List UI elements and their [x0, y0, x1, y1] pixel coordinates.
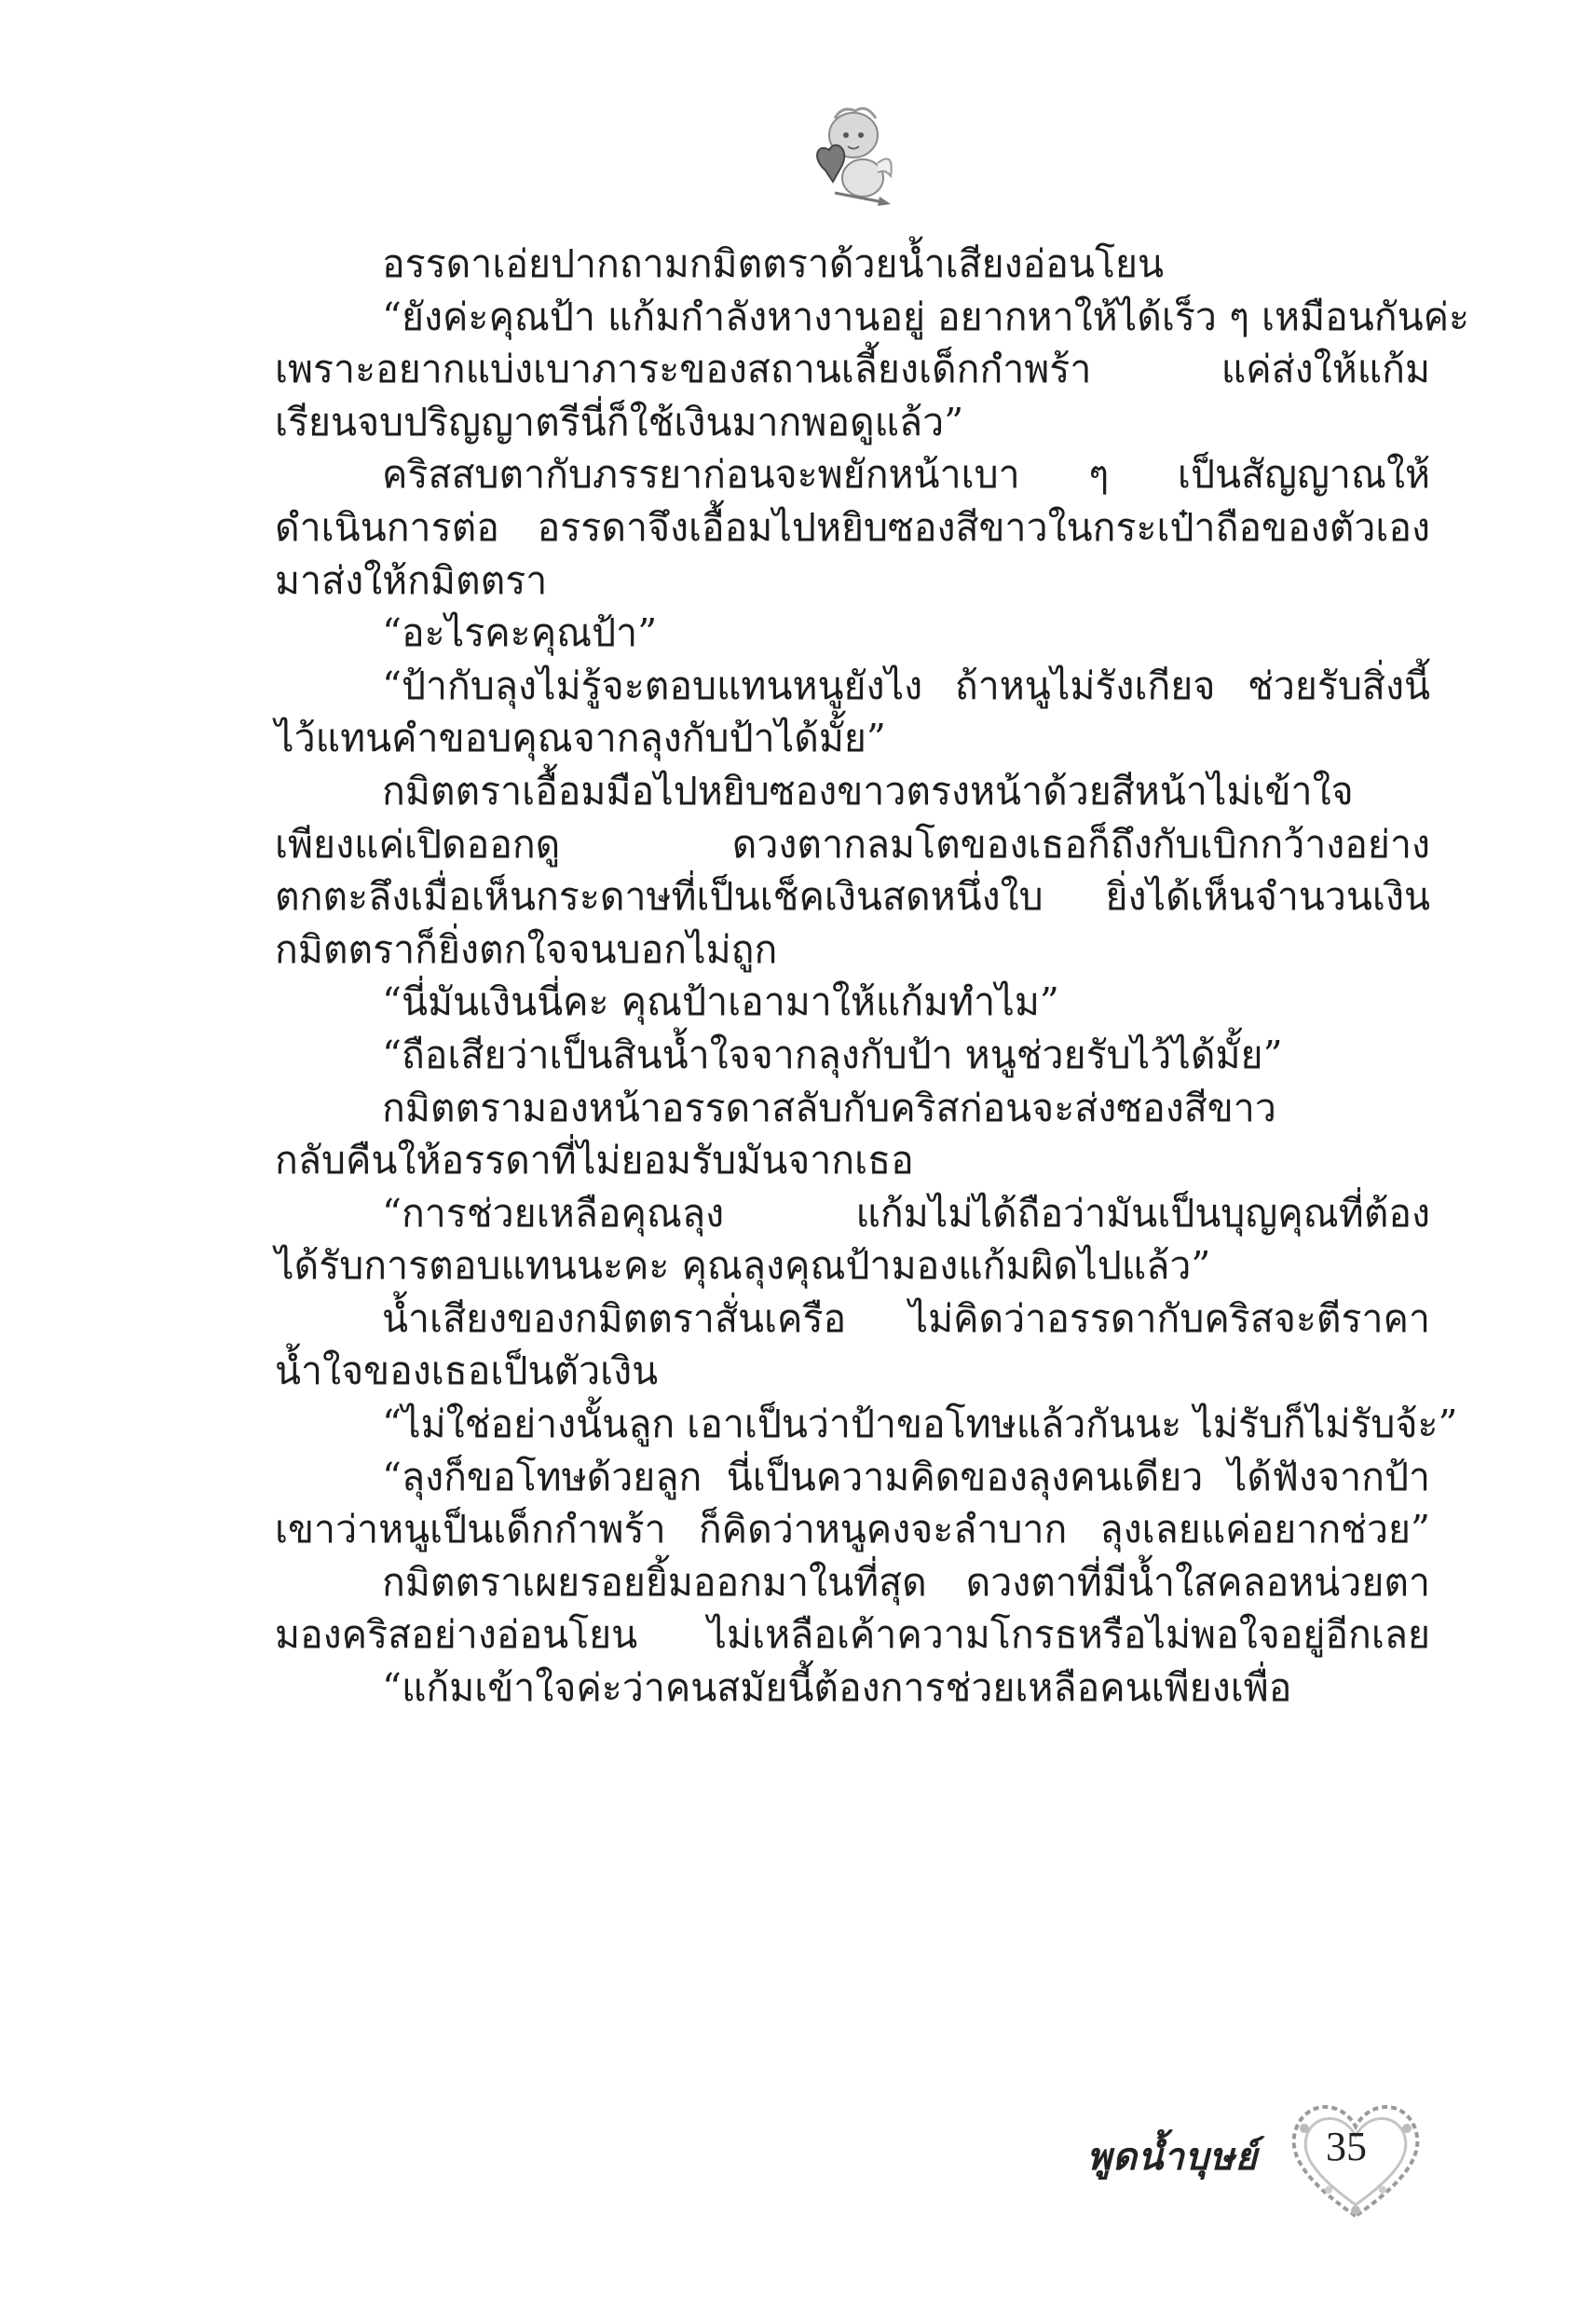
text-line: ตกตะลึงเมื่อเห็นกระดาษที่เป็นเช็คเงินสดหนึ่งใบ ยิ่งได้เห็นจำนวนเงิน: [275, 874, 1430, 920]
text-line: เรียนจบปริญญาตรีนี่ก็ใช้เงินมากพอดูแล้ว”: [275, 399, 964, 444]
page-footer: [1034, 2087, 1435, 2227]
text-line: “ยังค่ะคุณป้า แก้มกำลังหางานอยู่ อยากหาให้ได้เร็ว ๆ เหมือนกันค่ะ: [382, 294, 1470, 339]
text-line: “ลุงก็ขอโทษด้วยลูก นี่เป็นความคิดของลุงคนเดียว ได้ฟังจากป้า: [382, 1454, 1430, 1499]
text-line: กลับคืนให้อรรดาที่ไม่ยอมรับมันจากเธอ: [275, 1138, 914, 1183]
text-line: “แก้มเข้าใจค่ะว่าคนสมัยนี้ต้องการช่วยเหลือคนเพียงเพื่อ: [382, 1665, 1292, 1711]
text-line: เขาว่าหนูเป็นเด็กกำพร้า ก็คิดว่าหนูคงจะลำบาก ลุงเลยแค่อยากช่วย”: [275, 1507, 1430, 1552]
text-line: เพียงแค่เปิดออกดู ดวงตากลมโตของเธอก็ถึงกับเบิกกว้างอย่าง: [275, 821, 1430, 867]
text-line: กมิตตราก็ยิ่งตกใจจนบอกไม่ถูก: [275, 926, 778, 972]
text-line: “ถือเสียว่าเป็นสินน้ำใจจากลุงกับป้า หนูช่วยรับไว้ได้มั้ย”: [382, 1032, 1283, 1077]
book-title: พูดน้ำบุษย์: [1086, 2135, 1258, 2179]
text-line: “ไม่ใช่อย่างนั้นลูก เอาเป็นว่าป้าขอโทษแล้วกันนะ ไม่รับก็ไม่รับจ้ะ”: [382, 1402, 1458, 1447]
text-line: “ป้ากับลุงไม่รู้จะตอบแทนหนูยังไง ถ้าหนูไม่รังเกียจ ช่วยรับสิ่งนี้: [382, 663, 1430, 708]
cupid-ornament-icon: [798, 98, 900, 210]
text-line: ได้รับการตอบแทนนะคะ คุณลุงคุณป้ามองแก้มผิดไปแล้ว”: [275, 1243, 1211, 1289]
text-line: น้ำใจของเธอเป็นตัวเงิน: [275, 1348, 659, 1394]
text-line: คริสสบตากับภรรยาก่อนจะพยักหน้าเบา ๆ เป็นสัญญาณให้: [382, 452, 1430, 498]
text-line: กมิตตราเอื้อมมือไปหยิบซองขาวตรงหน้าด้วยสีหน้าไม่เข้าใจ: [382, 768, 1354, 814]
text-line: ดำเนินการต่อ อรรดาจึงเอื้อมไปหยิบซองสีขาวในกระเป๋าถือของตัวเอง: [275, 504, 1430, 550]
text-line: “อะไรคะคุณป้า”: [382, 610, 658, 656]
text-line: ไว้แทนคำขอบคุณจากลุงกับป้าได้มั้ย”: [275, 716, 886, 761]
text-line: เพราะอยากแบ่งเบาภาระของสถานเลี้ยงเด็กกำพร้า แค่ส่งให้แก้ม: [275, 347, 1430, 392]
text-line: “การช่วยเหลือคุณลุง แก้มไม่ได้ถือว่ามันเป็นบุญคุณที่ต้อง: [382, 1190, 1430, 1236]
text-line: กมิตตราเผยรอยยิ้มออกมาในที่สุด ดวงตาที่มีน้ำใสคลอหน่วยตา: [382, 1559, 1430, 1605]
text-line: “นี่มันเงินนี่คะ คุณป้าเอามาให้แก้มทำไม”: [382, 979, 1059, 1025]
text-line: มองคริสอย่างอ่อนโยน ไม่เหลือเค้าความโกรธหรือไม่พอใจอยู่อีกเลย: [275, 1612, 1430, 1658]
text-line: มาส่งให้กมิตตรา: [275, 557, 548, 603]
page-number: 35: [1326, 2124, 1367, 2169]
body-text: [275, 238, 1470, 1715]
text-line: อรรดาเอ่ยปากถามกมิตตราด้วยน้ำเสียงอ่อนโยน: [382, 241, 1165, 286]
text-line: กมิตตรามองหน้าอรรดาสลับกับคริสก่อนจะส่งซองสีขาว: [382, 1085, 1276, 1130]
text-line: น้ำเสียงของกมิตตราสั่นเครือ ไม่คิดว่าอรรดากับคริสจะตีราคา: [382, 1295, 1430, 1341]
